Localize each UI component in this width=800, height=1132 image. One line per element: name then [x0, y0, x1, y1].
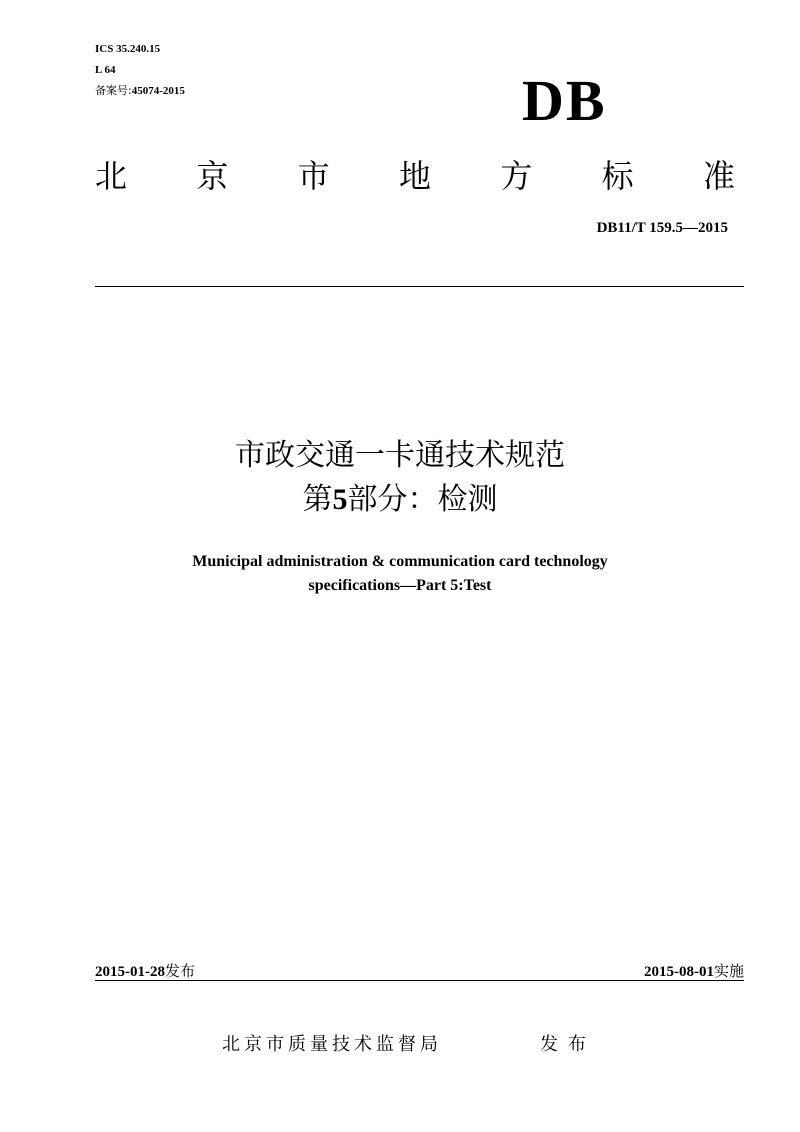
filing-number	[95, 84, 185, 98]
ics-code: ICS 35.240.15	[95, 43, 161, 55]
header-divider	[95, 286, 744, 287]
subtitle-part-number: 5	[332, 483, 348, 516]
standard-type-char: 标	[601, 157, 634, 195]
title-english-line1: Municipal administration & communication card technology	[192, 553, 608, 570]
title-english-line2: specifications—Part 5:Test	[308, 577, 492, 594]
db-logo: DB	[522, 68, 607, 133]
standard-code: DB11/T 159.5—2015	[596, 220, 728, 236]
footer-divider	[95, 980, 744, 981]
standard-type-char: 方	[500, 157, 533, 195]
standard-type-char: 北	[95, 157, 128, 195]
title-english	[0, 550, 800, 598]
subtitle-suffix: 部分：检测	[347, 482, 498, 517]
issue-date-value: 2015-01-28	[95, 964, 165, 980]
ccs-code: L 64	[95, 64, 116, 76]
implementation-date-value: 2015-08-01	[643, 964, 714, 980]
publish-label: 发布	[540, 1034, 596, 1055]
publisher: 北京市质量技术监督局	[222, 1034, 442, 1055]
subtitle-chinese	[0, 478, 800, 522]
filing-label: 备案号:	[95, 84, 132, 97]
standard-type-char: 准	[702, 157, 735, 195]
title-chinese: 市政交通一卡通技术规范	[235, 438, 565, 473]
standard-type-char: 京	[196, 157, 229, 195]
subtitle-prefix: 第	[302, 482, 333, 517]
standard-type-char: 市	[297, 157, 330, 195]
issue-date	[95, 960, 195, 981]
implementation-label: 实施	[713, 962, 744, 980]
standard-type-char: 地	[398, 157, 431, 195]
issue-label: 发布	[165, 962, 196, 980]
standard-type	[95, 156, 735, 196]
filing-value: 45074-2015	[131, 85, 185, 97]
implementation-date	[644, 960, 744, 981]
